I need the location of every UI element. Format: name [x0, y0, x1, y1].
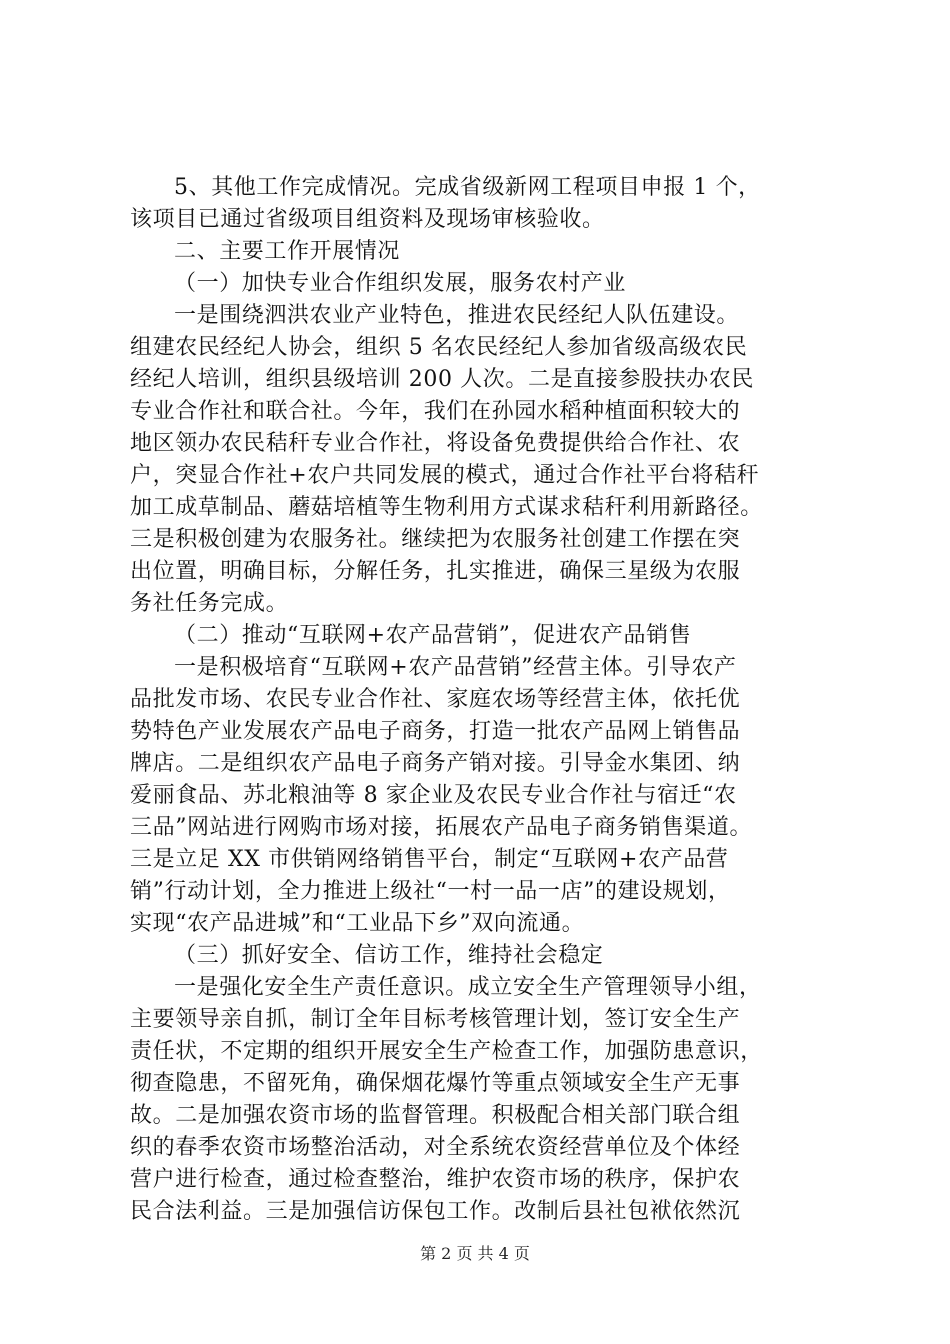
text-line: 故。二是加强农资市场的监督管理。积极配合相关部门联合组: [130, 1103, 741, 1128]
text-line: 营户进行检查，通过检查整治，维护农资市场的秩序，保护农: [130, 1167, 741, 1192]
text-line: 二、主要工作开展情况: [174, 239, 401, 264]
text-line: 务社任务完成。: [130, 591, 289, 616]
text-line: 出位置，明确目标，分解任务，扎实推进，确保三星级为农服: [130, 559, 741, 584]
document-body: [130, 172, 830, 1228]
text-line: 加工成草制品、蘑菇培植等生物利用方式谋求秸秆利用新路径。: [130, 495, 763, 520]
text-line: 品批发市场、农民专业合作社、家庭农场等经营主体，依托优: [130, 687, 741, 712]
text-line: 牌店。二是组织农产品电子商务产销对接。引导金水集团、纳: [130, 751, 741, 776]
text-line: 实现“农产品进城”和“工业品下乡”双向流通。: [130, 911, 585, 936]
text-line: 销”行动计划，全力推进上级社“一村一品一店”的建设规划，: [130, 879, 731, 904]
text-line: 经纪人培训，组织县级培训 200 人次。二是直接参股扶办农民: [130, 367, 754, 392]
text-line: 5、其他工作完成情况。完成省级新网工程项目申报 1 个，: [174, 175, 761, 200]
text-line: 三是立足 XX 市供销网络销售平台，制定“互联网+农产品营: [130, 847, 729, 872]
text-line: 一是围绕泗洪农业产业特色，推进农民经纪人队伍建设。: [174, 303, 740, 328]
text-line: （三）抓好安全、信访工作，维持社会稳定: [174, 943, 604, 968]
text-line: 三是积极创建为农服务社。继续把为农服务社创建工作摆在突: [130, 527, 741, 552]
page-footer: 第 2 页 共 4 页: [420, 1244, 530, 1263]
text-line: （二）推动“互联网+农产品营销”，促进农产品销售: [174, 623, 692, 648]
text-line: 民合法利益。三是加强信访保包工作。改制后县社包袱依然沉: [130, 1199, 741, 1224]
text-line: 一是强化安全生产责任意识。成立安全生产管理领导小组，: [174, 975, 762, 1000]
text-line: 专业合作社和联合社。今年，我们在孙园水稻种植面积较大的: [130, 399, 741, 424]
text-line: 三品”网站进行网购市场对接，拓展农产品电子商务销售渠道。: [130, 815, 753, 840]
text-line: 势特色产业发展农产品电子商务，打造一批农产品网上销售品: [130, 719, 741, 744]
text-line: 责任状，不定期的组织开展安全生产检查工作，加强防患意识，: [130, 1039, 763, 1064]
text-line: 该项目已通过省级项目组资料及现场审核验收。: [130, 207, 605, 232]
text-line: 地区领办农民秸秆专业合作社，将设备免费提供给合作社、农: [130, 431, 741, 456]
text-line: 组建农民经纪人协会，组织 5 名农民经纪人参加省级高级农民: [130, 335, 748, 360]
text-line: 主要领导亲自抓，制订全年目标考核管理计划，签订安全生产: [130, 1007, 741, 1032]
text-line: 户，突显合作社+农户共同发展的模式，通过合作社平台将秸秆: [130, 463, 760, 488]
text-line: 织的春季农资市场整治活动，对全系统农资经营单位及个体经: [130, 1135, 741, 1160]
text-line: 一是积极培育“互联网+农产品营销”经营主体。引导农产: [174, 655, 737, 680]
text-line: 彻查隐患，不留死角，确保烟花爆竹等重点领域安全生产无事: [130, 1071, 741, 1096]
text-line: （一）加快专业合作组织发展，服务农村产业: [174, 271, 627, 296]
text-line: 爱丽食品、苏北粮油等 8 家企业及农民专业合作社与宿迁“农: [130, 783, 737, 808]
